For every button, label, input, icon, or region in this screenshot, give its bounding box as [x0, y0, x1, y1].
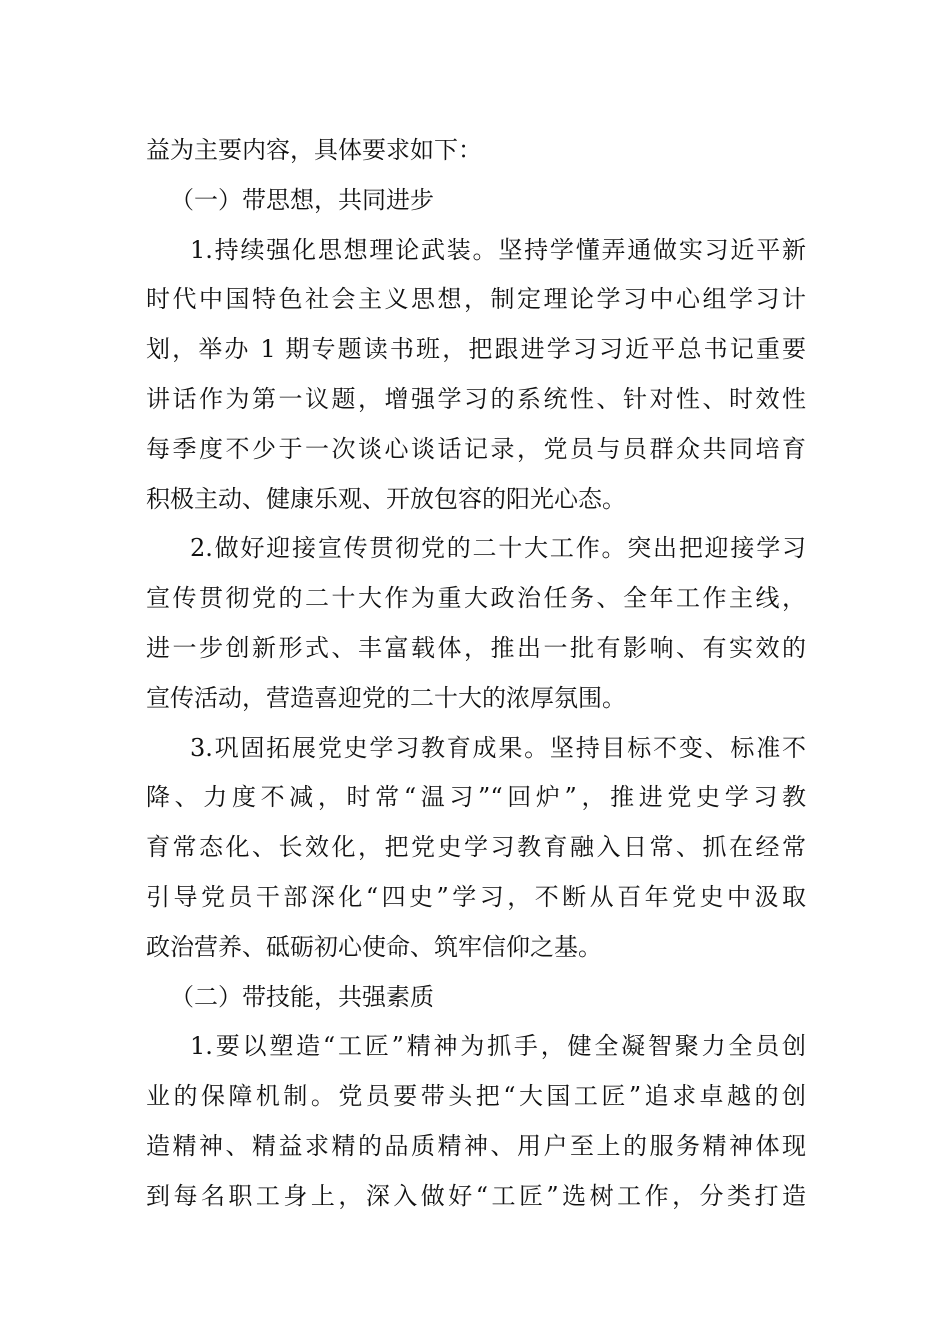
text-line: 到每名职工身上，深入做好“工匠”选树工作，分类打造	[146, 1181, 806, 1210]
text-line: 每季度不少于一次谈心谈话记录，党员与员群众共同培育	[146, 434, 806, 463]
text-line: 讲话作为第一议题，增强学习的系统性、针对性、时效性	[146, 384, 806, 413]
section-heading: （一）带思想，共同进步	[170, 185, 434, 214]
document-body	[146, 126, 806, 1222]
text-line: 时代中国特色社会主义思想，制定理论学习中心组学习计	[146, 285, 806, 314]
text-line: 宣传贯彻党的二十大作为重大政治任务、全年工作主线，	[146, 584, 806, 613]
text-line: 益为主要内容，具体要求如下：	[146, 136, 482, 164]
text-line: 积极主动、健康乐观、开放包容的阳光心态。	[146, 484, 626, 513]
text-line: 划，举办 1 期专题读书班，把跟进学习习近平总书记重要	[146, 335, 806, 364]
text-line: 3.巩固拓展党史学习教育成果。坚持目标不变、标准不	[190, 733, 806, 762]
text-line: 1.要以塑造“工匠”精神为抓手，健全凝智聚力全员创	[190, 1032, 806, 1061]
text-line: 降、力度不减，时常“温习”“回炉”，推进党史学习教	[146, 783, 806, 812]
text-line: 业的保障机制。党员要带头把“大国工匠”追求卓越的创	[146, 1082, 806, 1111]
text-line: 造精神、精益求精的品质精神、用户至上的服务精神体现	[146, 1131, 806, 1160]
text-line: 1.持续强化思想理论武装。坚持学懂弄通做实习近平新	[190, 235, 806, 264]
text-line: 2.做好迎接宣传贯彻党的二十大工作。突出把迎接学习	[190, 534, 806, 563]
section-heading: （二）带技能，共强素质	[170, 982, 434, 1011]
text-line: 育常态化、长效化，把党史学习教育融入日常、抓在经常	[146, 833, 806, 862]
text-line: 引导党员干部深化“四史”学习，不断从百年党史中汲取	[146, 882, 806, 911]
text-line: 宣传活动，营造喜迎党的二十大的浓厚氛围。	[146, 683, 626, 712]
text-line: 政治营养、砥砺初心使命、筑牢信仰之基。	[146, 932, 602, 961]
text-line: 进一步创新形式、丰富载体，推出一批有影响、有实效的	[146, 633, 806, 662]
